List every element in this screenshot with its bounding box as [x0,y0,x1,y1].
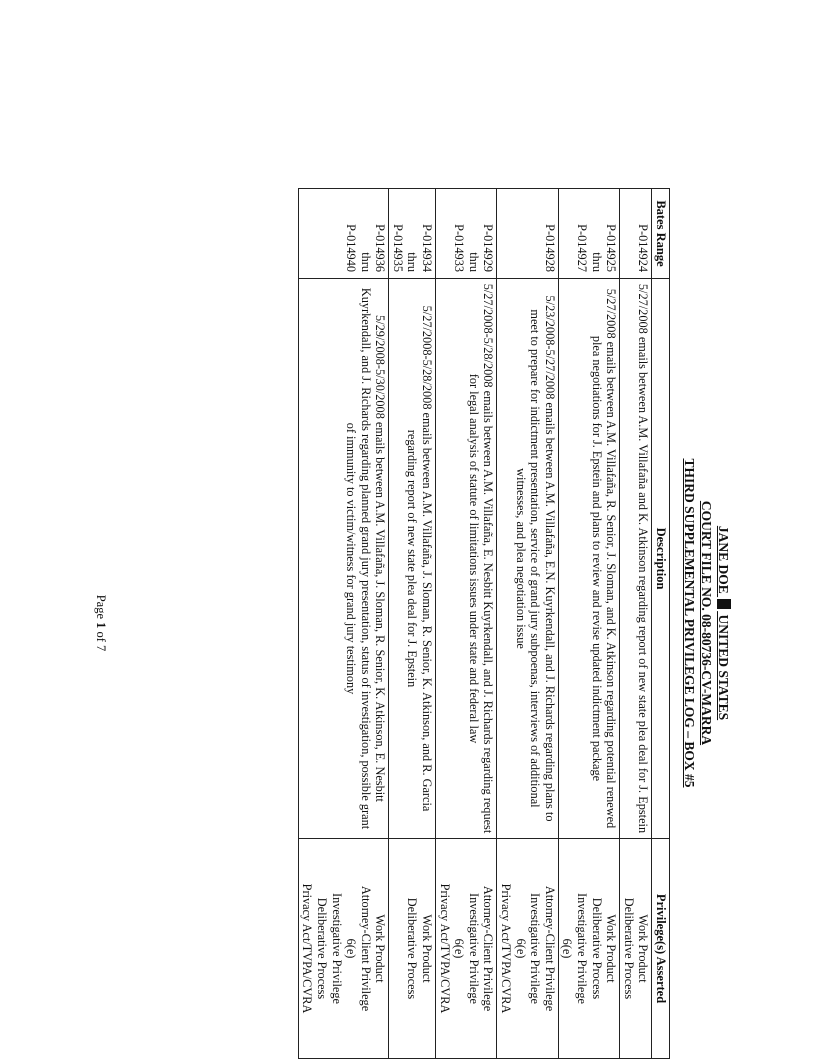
privilege-item: Privacy Act/TVPA/CVRA [499,883,514,1014]
description-cell: 5/23/2008-5/27/2008 emails between A.M. Villafaña, E.N. Kuyrkendall, and J. Richards regarding plans to meet to prepare for indictment presentation, service of grand jury subpoenas, interviews of additional witnesses, and plea negotiation issue [497,279,558,839]
bates-range-cell [389,189,436,279]
column-header-description: Description [652,279,670,839]
privilege-item: Investigative Privilege [528,893,543,1004]
table-row [497,189,558,1059]
privilege-item: Work Product [604,914,619,983]
privilege-item: 6(e) [513,938,528,959]
privilege-log-table [298,188,670,1059]
description-cell: 5/27/2008 emails between A.M. Villafaña, R. Senior, J. Sloman, and K. Atkinson regarding potential renewed plea negotiations for J. Epstein and plans to review and revise updated indictment package [558,279,619,839]
bates-line: P-014933 [452,224,467,272]
page-word: Page [94,594,108,619]
table-row [558,189,619,1059]
bates-line: P-014927 [575,224,590,272]
privilege-item: Investigative Privilege [466,893,481,1004]
privilege-item: Deliberative Process [314,897,329,1000]
table-row [620,189,652,1059]
bates-line: P-014934 [420,224,435,272]
privilege-item: Deliberative Process [405,897,420,1000]
bates-range-cell [558,189,619,279]
bates-line: P-014935 [390,224,405,272]
bates-line: P-014929 [481,224,496,272]
column-header-privileges: Privilege(s) Asserted [652,839,670,1059]
of-word: of [94,631,108,642]
privilege-item: Privacy Act/TVPA/CVRA [437,883,452,1014]
bates-range-cell [298,189,389,279]
privilege-item: 6(e) [452,938,467,959]
privileges-cell [558,839,619,1059]
bates-line: thru [358,252,373,272]
bates-line: thru [405,252,420,272]
bates-line: thru [589,252,604,272]
page-total: 7 [94,645,108,652]
bates-range-cell [497,189,558,279]
description-cell: 5/27/2008 emails between A.M. Villafaña and K. Atkinson regarding report of new state plea deal for J. Epstein [620,279,652,839]
court-file-number: COURT FILE NO. 08-80736-CV-MARRA [699,500,714,746]
redaction-mark [717,599,731,609]
privilege-item: Work Product [420,914,435,983]
bates-range-cell [436,189,497,279]
privileges-cell [497,839,558,1059]
bates-line: P-014925 [604,224,619,272]
table-header-row [652,189,670,1059]
case-caption [715,188,732,1058]
defendant-name: UNITED STATES [716,614,731,721]
privilege-item: Deliberative Process [589,897,604,1000]
log-title: THIRD SUPPLEMENTAL PRIVILEGE LOG – BOX #5 [682,458,697,788]
rotated-page [76,188,740,1058]
plaintiff-name: JANE DOE [716,525,731,594]
privilege-log-table-wrap [298,188,670,1058]
table-row [298,189,389,1059]
description-cell: 5/29/2008-5/30/2008 emails between A.M. Villafaña, J. Sloman, R. Senior, K. Atkinson, E. Nesbitt Kuyrkendall, and J. Richards regarding planned grand jury presentation, status of investigation, possible grant of immunity to victim/witness for grand jury testimony [298,279,389,839]
privileges-cell [389,839,436,1059]
privileges-cell [436,839,497,1059]
description-cell: 5/27/2008-5/28/2008 emails between A.M. Villafaña, J. Sloman, R. Senior, K. Atkinson, and R. Garcia regarding report of new state plea deal for J. Epstein [389,279,436,839]
page-footer [93,188,108,1058]
bates-line: P-014936 [373,224,388,272]
bates-range-cell [620,189,652,279]
privileges-cell [620,839,652,1059]
privilege-item: Deliberative Process [621,897,636,1000]
bates-line: thru [466,252,481,272]
privilege-item: 6(e) [344,938,359,959]
page-number: 1 [94,622,108,629]
privilege-item: Work Product [636,914,651,983]
privileges-cell [298,839,389,1059]
privilege-item: Attorney-Client Privilege [542,885,557,1012]
description-cell: 5/27/2008-5/28/2008 emails between A.M. Villafaña, E. Nesbitt Kuyrkendall, and J. Richards regarding request for legal analysis of statute of limitations issues under state and federal law [436,279,497,839]
privilege-item: Investigative Privilege [575,893,590,1004]
document-header [681,188,732,1058]
privilege-item: 6(e) [560,938,575,959]
table-row [389,189,436,1059]
privilege-item: Attorney-Client Privilege [358,885,373,1012]
privilege-item: Privacy Act/TVPA/CVRA [300,883,315,1014]
bates-line: P-014928 [542,224,557,272]
bates-line: P-014924 [636,224,651,272]
privilege-item: Work Product [373,914,388,983]
column-header-bates: Bates Range [652,189,670,279]
privilege-item: Investigative Privilege [329,893,344,1004]
bates-line: P-014940 [344,224,359,272]
privilege-item: Attorney-Client Privilege [481,885,496,1012]
table-row [436,189,497,1059]
